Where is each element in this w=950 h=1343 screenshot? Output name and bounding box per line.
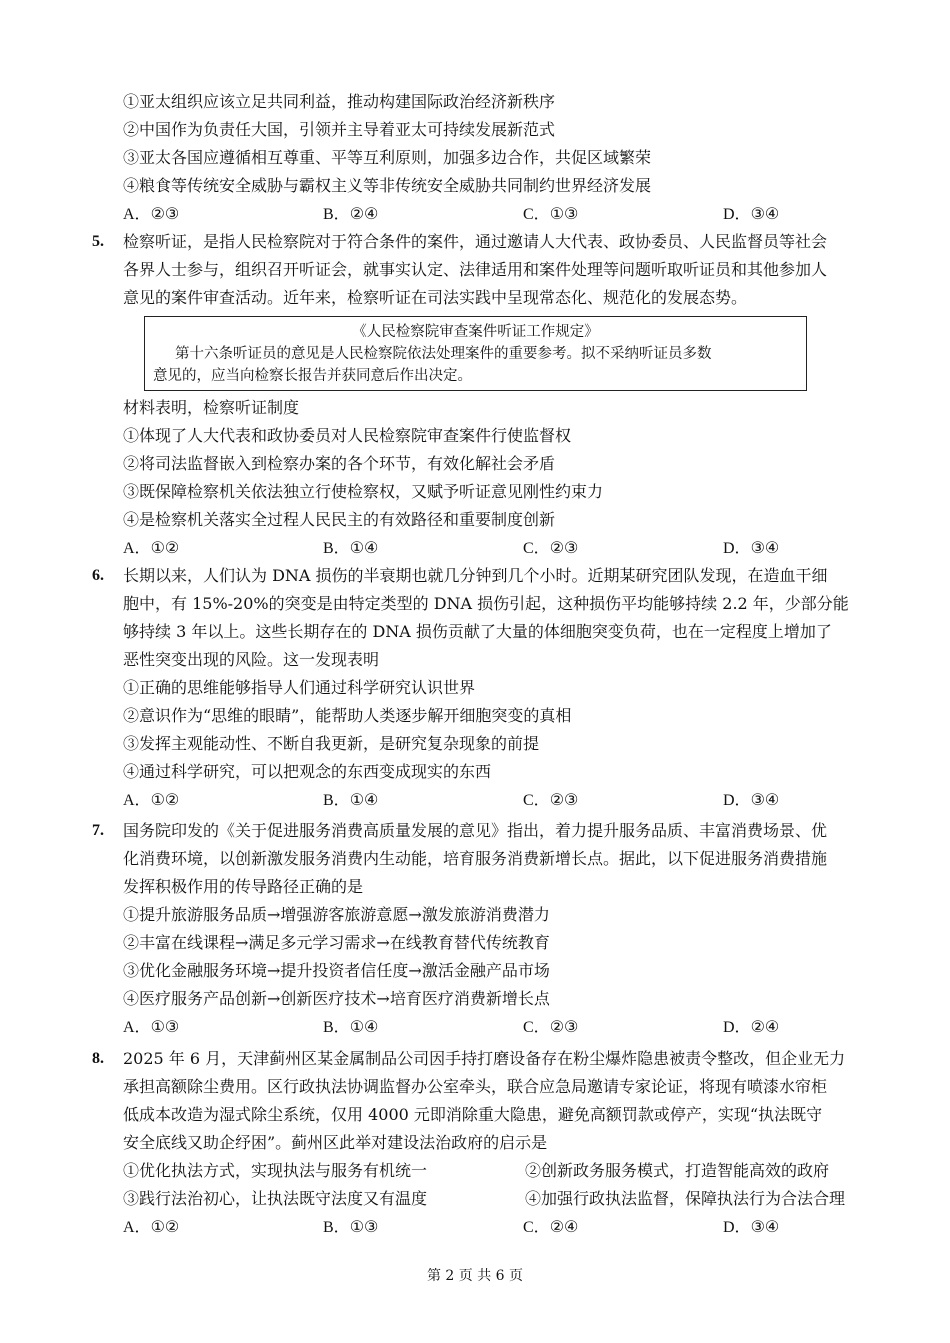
q7-option-b: B．①④ [323,1017,379,1036]
page-footer: 第 2 页 共 6 页 [426,1268,524,1284]
q4-option-d: D．③④ [723,204,780,223]
q6-option-d: D．③④ [723,790,780,809]
q5-item-1: ①体现了人大代表和政协委员对人民检察院审查案件行使监督权 [123,426,572,445]
q4-option-c: C．①③ [523,204,579,223]
q7-item-3: ③优化金融服务环境→提升投资者信任度→激活金融产品市场 [123,961,550,980]
q4-item-1: ①亚太组织应该立足共同利益，推动构建国际政治经济新秩序 [123,92,556,111]
q7-stem-3: 发挥积极作用的传导路径正确的是 [123,877,364,896]
q6-option-b: B．①④ [323,790,379,809]
q7-option-d: D．②④ [723,1017,780,1036]
q6-options [123,790,863,810]
q6-item-2: ②意识作为“思维的眼睛”，能帮助人类逐步解开细胞突变的真相 [123,706,572,725]
q5-item-2: ②将司法监督嵌入到检察办案的各个环节，有效化解社会矛盾 [123,454,556,473]
q5-option-b: B．①④ [323,538,379,557]
q5-option-a: A．①② [123,538,180,557]
q6-stem-2: 胞中，有 15%-20%的突变是由特定类型的 DNA 损伤引起，这种损伤平均能够持续 2.2 年，少部分能 [123,594,849,613]
q4-option-b: B．②④ [323,204,379,223]
q6-stem-4: 恶性突变出现的风险。这一发现表明 [123,650,380,669]
q4-item-2: ②中国作为负责任大国，引领并主导着亚太可持续发展新范式 [123,120,556,139]
q8-option-d: D．③④ [723,1217,780,1236]
q7-item-2: ②丰富在线课程→满足多元学习需求→在线教育替代传统教育 [123,933,550,952]
q8-stem-1: 2025 年 6 月，天津蓟州区某金属制品公司因手持打磨设备存在粉尘爆炸隐患被责令整改，但企业无力 [123,1049,846,1068]
q8-items-row-2 [123,1189,863,1209]
q7-stem-1: 国务院印发的《关于促进服务消费高质量发展的意见》指出，着力提升服务品质、丰富消费场景、优 [123,821,828,840]
q5-box-line-1: 第十六条听证员的意见是人民检察院依法处理案件的重要参考。拟不采纳听证员多数 [175,346,712,362]
q8-number: 8. [92,1050,104,1067]
q5-stem-3: 意见的案件审查活动。近年来，检察听证在司法实践中呈现常态化、规范化的发展态势。 [123,288,748,307]
q8-stem-4: 安全底线又助企纾困”。蓟州区此举对建设法治政府的启示是 [123,1133,548,1152]
q5-stem-2: 各界人士参与，组织召开听证会，就事实认定、法律适用和案件处理等问题听取听证员和其他参加人 [123,260,828,279]
q4-item-4: ④粮食等传统安全威胁与霸权主义等非传统安全威胁共同制约世界经济发展 [123,176,652,195]
q5-material-box [144,316,807,391]
q6-stem-3: 够持续 3 年以上。这些长期存在的 DNA 损伤贡献了大量的体细胞突变负荷，也在一定程度上增加了 [123,622,832,641]
q5-lead: 材料表明，检察听证制度 [123,398,300,417]
q5-option-c: C．②③ [523,538,579,557]
q8-item-2: ②创新政务服务模式，打造智能高效的政府 [525,1161,830,1180]
q6-stem-1: 长期以来，人们认为 DNA 损伤的半衰期也就几分钟到几个小时。近期某研究团队发现，在造血干细 [123,566,828,585]
q5-stem-1: 检察听证，是指人民检察院对于符合条件的案件，通过邀请人大代表、政协委员、人民监督员等社会 [123,232,828,251]
q5-number: 5. [92,233,104,250]
q6-item-3: ③发挥主观能动性、不断自我更新，是研究复杂现象的前提 [123,734,540,753]
q8-item-3: ③践行法治初心，让执法既守法度又有温度 [123,1189,428,1208]
q4-options [123,204,863,224]
q5-box-title: 《人民检察院审查案件听证工作规定》 [352,324,599,340]
q8-item-4: ④加强行政执法监督，保障执法行为合法合理 [525,1189,846,1208]
q5-item-3: ③既保障检察机关依法独立行使检察权，又赋予听证意见刚性约束力 [123,482,604,501]
q8-option-c: C．②④ [523,1217,579,1236]
q7-number: 7. [92,822,104,839]
q6-number: 6. [92,567,104,584]
q5-options [123,538,863,558]
q7-item-4: ④医疗服务产品创新→创新医疗技术→培育医疗消费新增长点 [123,989,550,1008]
q8-option-a: A．①② [123,1217,180,1236]
q4-option-a: A．②③ [123,204,180,223]
q8-options [123,1217,863,1237]
q6-item-1: ①正确的思维能够指导人们通过科学研究认识世界 [123,678,476,697]
q7-option-c: C．②③ [523,1017,579,1036]
q6-item-4: ④通过科学研究，可以把观念的东西变成现实的东西 [123,762,492,781]
q5-item-4: ④是检察机关落实全过程人民民主的有效路径和重要制度创新 [123,510,556,529]
q8-stem-3: 低成本改造为湿式除尘系统，仅用 4000 元即消除重大隐患，避免高额罚款或停产，实现“执法既守 [123,1105,823,1124]
q8-option-b: B．①③ [323,1217,379,1236]
q5-box-line-2: 意见的，应当向检察长报告并获同意后作出决定。 [153,368,472,384]
q8-stem-2: 承担高额除尘费用。区行政执法协调监督办公室牵头，联合应急局邀请专家论证，将现有喷漆水帘柜 [123,1077,828,1096]
q5-option-d: D．③④ [723,538,780,557]
q6-option-a: A．①② [123,790,180,809]
q8-items-row-1 [123,1161,863,1181]
q7-item-1: ①提升旅游服务品质→增强游客旅游意愿→激发旅游消费潜力 [123,905,550,924]
q8-item-1: ①优化执法方式，实现执法与服务有机统一 [123,1161,428,1180]
q4-item-3: ③亚太各国应遵循相互尊重、平等互利原则，加强多边合作，共促区域繁荣 [123,148,652,167]
q7-options [123,1017,863,1037]
q7-option-a: A．①③ [123,1017,180,1036]
q7-stem-2: 化消费环境，以创新激发服务消费内生动能，培育服务消费新增长点。据此，以下促进服务消费措施 [123,849,828,868]
q6-option-c: C．②③ [523,790,579,809]
